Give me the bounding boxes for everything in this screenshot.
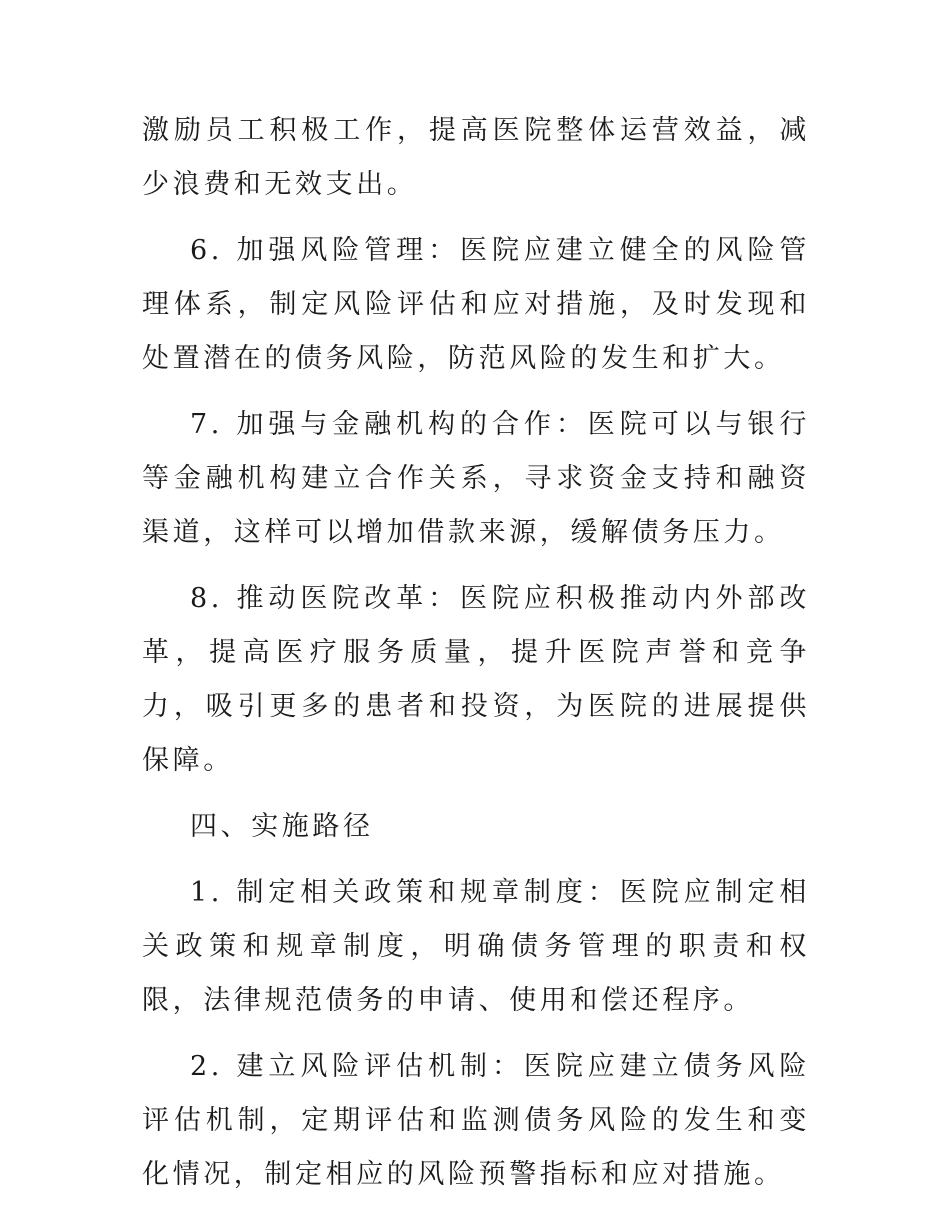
section-heading: 四、实施路径 [190, 811, 374, 842]
document-body [142, 104, 810, 1214]
paragraph-item-6: 6. 加强风险管理：医院应建立健全的风险管理体系，制定风险评估和应对措施，及时发现和处置潜在的债务风险，防范风险的发生和扩大。 [142, 235, 810, 374]
paragraph-continuation: 激励员工积极工作，提高医院整体运营效益，减少浪费和无效支出。 [142, 115, 810, 200]
paragraph-item-7: 7. 加强与金融机构的合作：医院可以与银行等金融机构建立合作关系，寻求资金支持和融资渠道，这样可以增加借款来源，缓解债务压力。 [142, 409, 810, 548]
paragraph-item-8: 8. 推动医院改革：医院应积极推动内外部改革，提高医疗服务质量，提升医院声誉和竞争力，吸引更多的患者和投资，为医院的进展提供保障。 [142, 583, 810, 776]
paragraph-step-1: 1. 制定相关政策和规章制度：医院应制定相关政策和规章制度，明确债务管理的职责和权限，法律规范债务的申请、使用和偿还程序。 [142, 877, 810, 1016]
paragraph-step-2: 2. 建立风险评估机制：医院应建立债务风险评估机制，定期评估和监测债务风险的发生和变化情况，制定相应的风险预警指标和应对措施。 [142, 1051, 810, 1190]
